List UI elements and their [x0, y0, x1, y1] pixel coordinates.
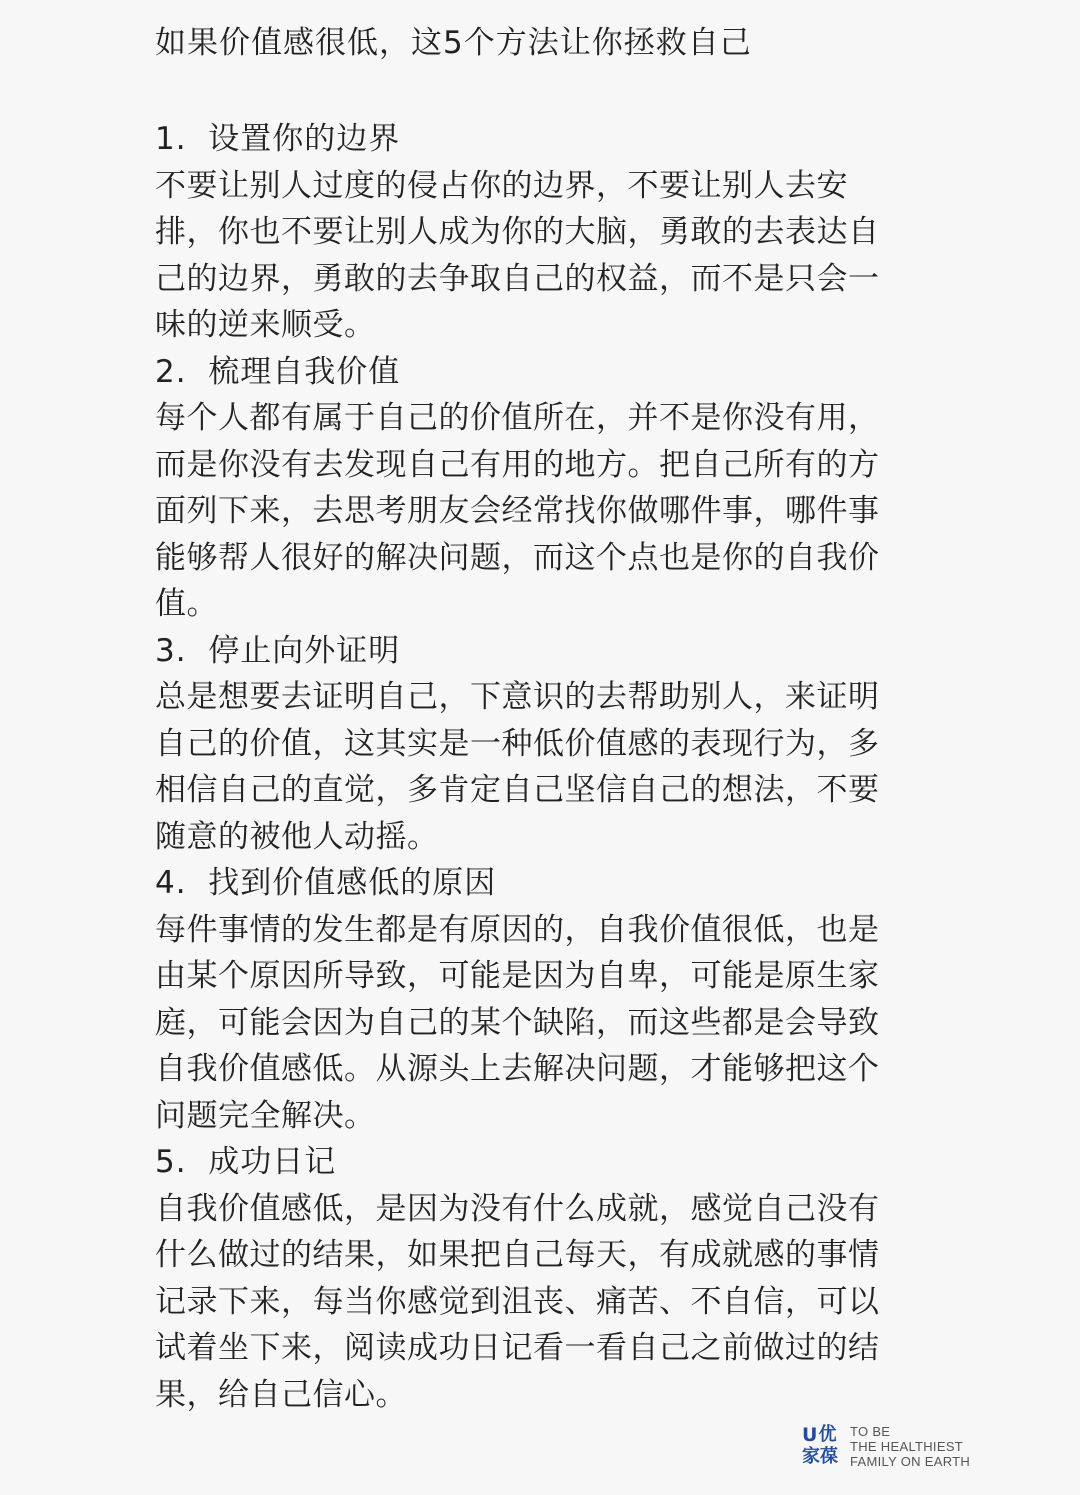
section-3 [155, 628, 900, 861]
tagline-line: TO BE [850, 1423, 891, 1439]
section-heading: 4. 找到价值感低的原因 [155, 865, 497, 901]
article-content [155, 116, 900, 1418]
article-title: 如果价值感很低，这5个方法让你拯救自己 [155, 25, 752, 61]
logo-letter: U [802, 1424, 818, 1446]
logo-char: 葆 [820, 1446, 838, 1467]
section-heading: 2. 梳理自我价值 [155, 353, 401, 390]
section-2 [155, 349, 900, 628]
tagline-line: THE HEALTHIEST [850, 1438, 964, 1454]
section-heading: 1. 设置你的边界 [155, 121, 401, 157]
logo-char: 优 [818, 1424, 837, 1445]
section-heading: 3. 停止向外证明 [155, 632, 401, 669]
section-body: 不要让别人过度的侵占你的边界，不要让别人去安 排，你也不要让别人成为你的大脑，勇敢的去表达自 己的边界，勇敢的去争取自己的权益，而不是只会一 味的逆来顺受。 [155, 167, 880, 343]
section-body: 总是想要去证明自己，下意识的去帮助别人，来证明 自己的价值，这其实是一种低价值感的表现行为，多 相信自己的直觉，多肯定自己坚信自己的想法，不要 随意的被他人动摇。 [155, 679, 880, 855]
brand-watermark [802, 1422, 1002, 1470]
section-body: 每个人都有属于自己的价值所在，并不是你没有用， 而是你没有去发现自己有用的地方。把自己所有的方 面列下来，去思考朋友会经常找你做哪件事，哪件事 能够帮人很好的解决问题，而这个点也是你的自我价 值。 [155, 400, 880, 622]
brand-tagline [850, 1424, 970, 1469]
brand-logo-icon [802, 1424, 846, 1468]
section-body: 每件事情的发生都是有原因的，自我价值很低，也是 由某个原因所导致，可能是因为自卑，可能是原生家 庭，可能会因为自己的某个缺陷，而这些都是会导致 自我价值感低。从源头上去解决问题，才能够把这个 问题完全解决。 [155, 911, 880, 1134]
section-body: 自我价值感低，是因为没有什么成就，感觉自己没有 什么做过的结果，如果把自己每天，有成就感的事情 记录下来，每当你感觉到沮丧、痛苦、不自信，可以 试着坐下来，阅读成功日记看一看自己之前做过的结 果，给自己信心。 [155, 1190, 880, 1413]
section-heading: 5. 成功日记 [155, 1144, 337, 1180]
section-5 [155, 1139, 900, 1418]
section-1 [155, 116, 900, 349]
logo-char: 家 [802, 1446, 820, 1467]
section-4 [155, 860, 900, 1139]
tagline-line: FAMILY ON EARTH [850, 1453, 971, 1469]
